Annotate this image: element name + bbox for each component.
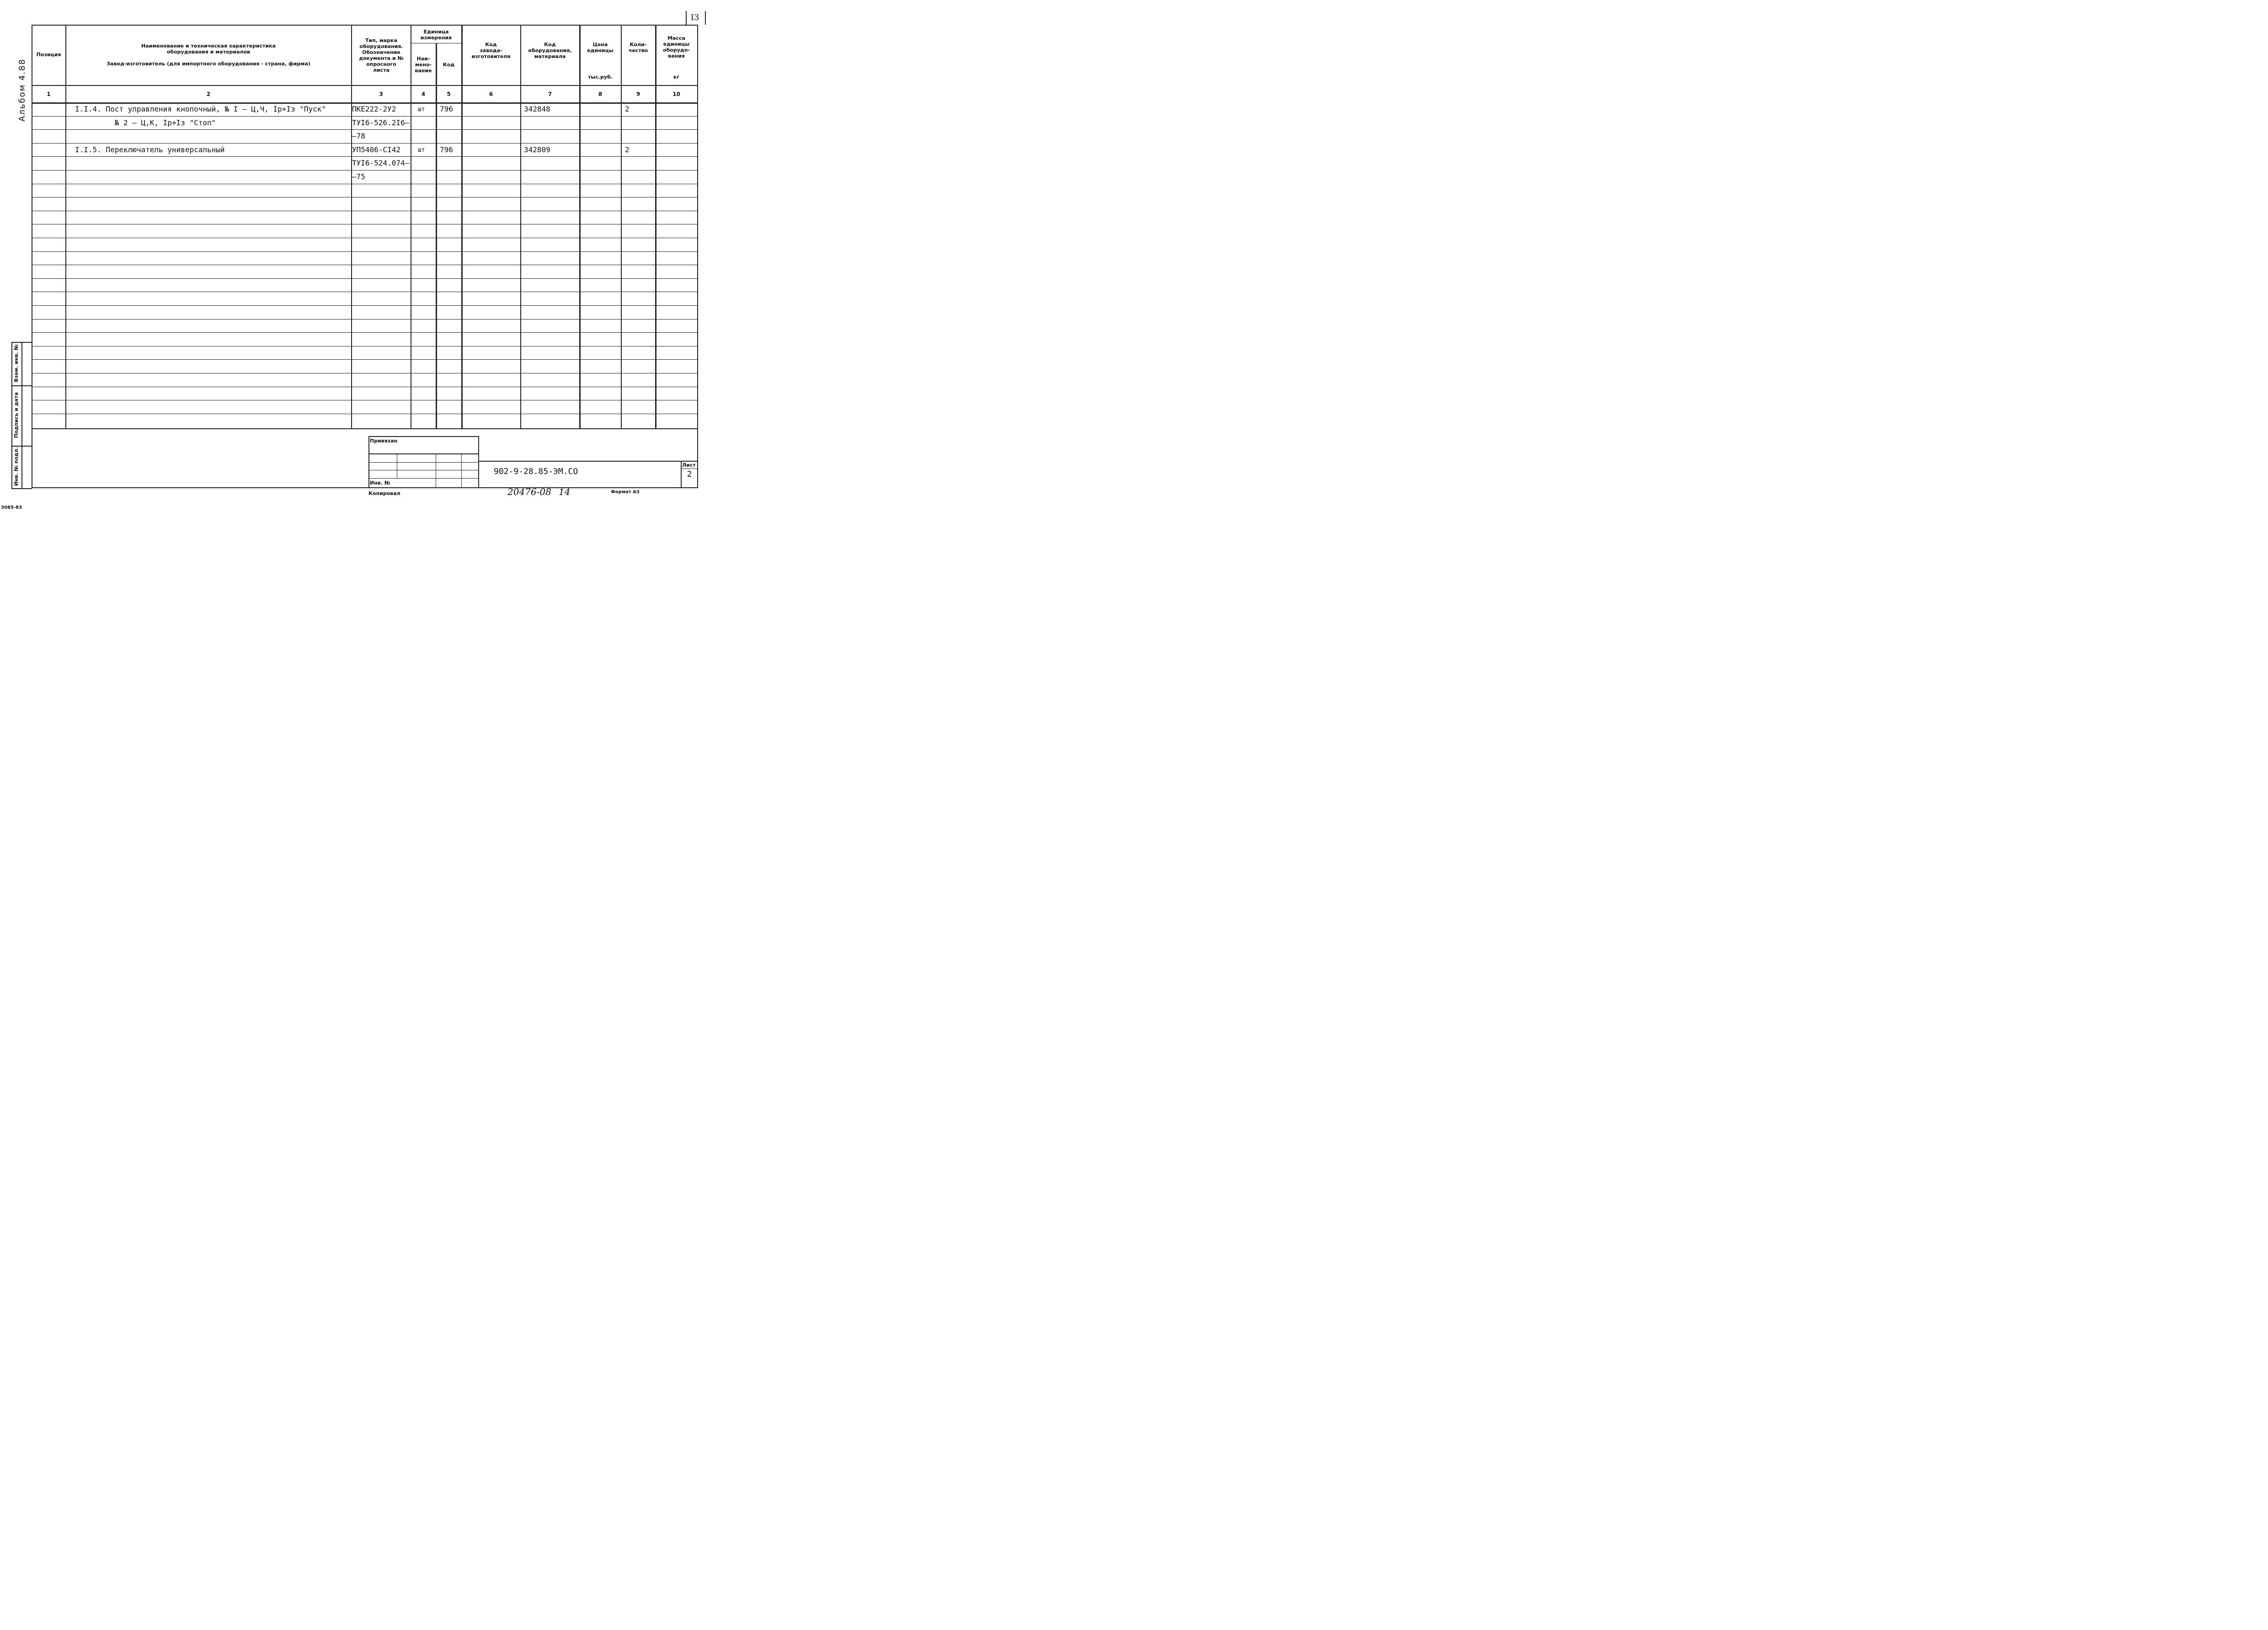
row-name: I.I.4. Пост управления кнопочный, № I – Ц,Ч, Iр+Iз "Пуск" (75, 105, 326, 113)
document-code: 902-9-28.85-ЭМ.СО (494, 467, 578, 476)
row-name: I.I.5. Переключатель универсальный (75, 145, 225, 154)
col-num-9: 9 (636, 91, 640, 97)
row-type: –78 (352, 132, 365, 140)
col-num-5: 5 (447, 91, 451, 97)
col-header-factory-code: Код завода- изготовителя (471, 42, 511, 59)
col-header-unit-group: Единица измерения (420, 29, 452, 41)
row-type: ПКЕ222-2У2 (352, 105, 396, 113)
col-header-price-unit: тыс.руб. (588, 74, 613, 80)
list-number: 2 (687, 469, 692, 479)
col-num-3: 3 (379, 91, 383, 97)
stamp-podpis-data: Подпись и дата (13, 392, 19, 438)
sheet-number: I3 (690, 13, 699, 22)
col-num-2: 2 (206, 91, 211, 97)
col-header-mass: Масса единицы оборудо- вания (663, 35, 690, 59)
row-unit: шт (418, 106, 425, 113)
col-num-4: 4 (421, 91, 426, 97)
corner-code: 3085-83 (1, 505, 22, 510)
list-label: Лист (682, 462, 696, 468)
row-qty: 2 (625, 105, 630, 113)
col-num-7: 7 (548, 91, 552, 97)
col-header-type: Тип, марка оборудования. Обозначение документа и № опросного листа (359, 37, 404, 73)
row-divider (32, 143, 698, 144)
inv-label: Инв. № (370, 480, 391, 486)
col-num-10: 10 (672, 91, 680, 97)
row-unit: шт (418, 147, 425, 154)
handwritten-page: 14 (559, 486, 571, 497)
privyazan-label: Привязан (370, 438, 398, 444)
row-unit-code: 796 (440, 105, 453, 113)
handwritten-number: 20476-08 (507, 486, 551, 497)
col-header-equip-code: Код оборудования, материала (528, 42, 572, 59)
row-divider (32, 359, 698, 360)
col-num-8: 8 (598, 91, 603, 97)
row-type: –75 (352, 172, 365, 181)
stamp-vzam-inv: Взам. инв. № (13, 344, 19, 382)
kopiroval-label: Копировал (368, 490, 400, 496)
row-type: ТУI6-524.074– (352, 159, 410, 167)
row-divider (32, 332, 698, 333)
col-num-6: 6 (489, 91, 493, 97)
row-divider (32, 156, 698, 157)
row-name: № 2 – Ц,К, Iр+Iз "Стоп" (75, 118, 216, 127)
col-header-name: Наименование и техническая характеристика оборудования и материалов Завод-изготовитель (для импортного оборудования - страна, фирма) (107, 43, 310, 67)
row-type: ТУI6-526.2I6– (352, 118, 410, 127)
row-divider (32, 319, 698, 320)
col-num-1: 1 (47, 91, 51, 97)
format-label: Формат А3 (611, 490, 640, 495)
col-header-mass-unit: кг (673, 74, 680, 80)
col-header-qty: Коли- чество (628, 42, 648, 53)
col-header-price: Цена единицы (587, 42, 614, 53)
col-header-unit-name: Наи- мено- вание (415, 56, 432, 74)
row-divider (32, 251, 698, 252)
row-divider (32, 305, 698, 306)
col-header-position: Позиция (36, 52, 61, 58)
row-type: УП5406-СI42 (352, 145, 400, 154)
row-equip-code: 342848 (524, 105, 550, 113)
row-qty: 2 (625, 145, 630, 154)
row-divider (32, 129, 698, 130)
row-unit-code: 796 (440, 145, 453, 154)
col-header-unit-code: Код (443, 62, 455, 68)
row-divider (32, 278, 698, 279)
row-divider (32, 116, 698, 117)
album-label: Альбом 4.88 (17, 59, 27, 122)
row-equip-code: 342809 (524, 145, 550, 154)
stamp-inv-podl: Инв. № подл. (13, 447, 19, 486)
